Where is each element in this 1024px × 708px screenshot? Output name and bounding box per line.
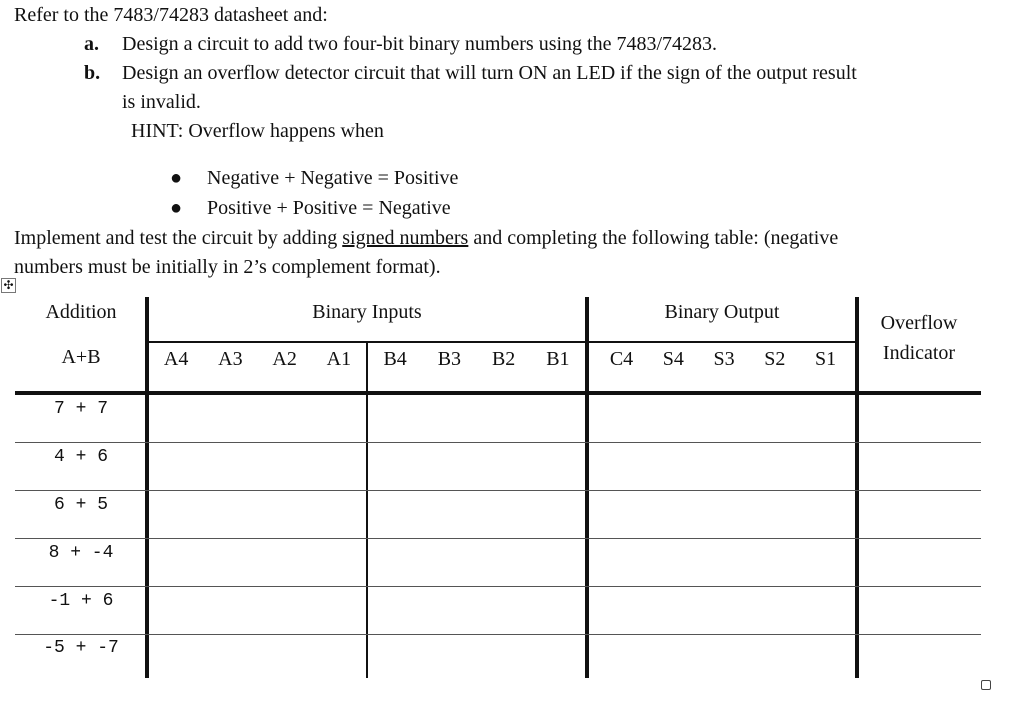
- row-addition: 8 + -4: [48, 543, 114, 563]
- table-move-handle-icon[interactable]: ✣: [1, 278, 16, 293]
- b-bits-header: [368, 348, 585, 371]
- implement-pre: Implement and test the circuit by adding: [14, 227, 343, 249]
- row-addition: -1 + 6: [48, 591, 114, 611]
- item-b-text: Design an overflow detector circuit that will turn ON an LED if the sign of the output result: [122, 62, 857, 84]
- signed-numbers-link: signed numbers: [342, 227, 469, 249]
- bullet-2: Positive + Positive = Negative: [207, 197, 451, 219]
- header-binary-inputs: Binary Inputs: [312, 301, 422, 323]
- col-s4: S4: [662, 348, 684, 370]
- col-a2: A2: [272, 348, 297, 370]
- col-a4: A4: [163, 348, 189, 370]
- divider: [147, 341, 857, 343]
- divider: [585, 297, 589, 678]
- col-c4: C4: [609, 348, 634, 370]
- row-addition: 7 + 7: [53, 399, 108, 419]
- row-divider: [15, 538, 981, 539]
- implement-post: and completing the following table: (negative: [468, 227, 839, 249]
- table-resize-handle-icon[interactable]: [981, 680, 991, 690]
- output-bits-header: [595, 348, 851, 371]
- col-a1: A1: [326, 348, 352, 370]
- intro-text: Refer to the 7483/74283 datasheet and:: [14, 4, 328, 26]
- col-s1: S1: [815, 348, 837, 370]
- bullet-icon: ●: [170, 167, 183, 189]
- header-addition: Addition: [45, 301, 117, 323]
- col-s2: S2: [764, 348, 786, 370]
- header-divider: [15, 391, 981, 395]
- col-b3: B3: [437, 348, 462, 370]
- item-b-text-cont: is invalid.: [122, 91, 201, 113]
- header-binary-output: Binary Output: [664, 301, 780, 323]
- hint-text: HINT: Overflow happens when: [131, 120, 384, 142]
- bullet-icon: ●: [170, 197, 183, 219]
- col-b2: B2: [491, 348, 516, 370]
- col-a3: A3: [218, 348, 243, 370]
- row-divider: [15, 490, 981, 491]
- item-a-text: Design a circuit to add two four-bit binary numbers using the 7483/74283.: [122, 33, 718, 55]
- col-s3: S3: [713, 348, 735, 370]
- row-divider: [15, 586, 981, 587]
- header-indicator: Indicator: [882, 342, 956, 364]
- header-a-plus-b: A+B: [61, 346, 101, 368]
- col-b1: B1: [546, 348, 570, 370]
- row-addition: 4 + 6: [53, 447, 108, 467]
- item-a-marker: a.: [84, 33, 99, 55]
- row-divider: [15, 442, 981, 443]
- implement-text: [14, 227, 838, 250]
- row-addition: 6 + 5: [53, 495, 108, 515]
- header-overflow: Overflow: [880, 312, 958, 334]
- implement-text-2: numbers must be initially in 2’s complement format).: [14, 256, 441, 278]
- row-divider: [15, 634, 981, 635]
- bullet-1: Negative + Negative = Positive: [207, 167, 459, 189]
- item-b-marker: b.: [84, 62, 101, 84]
- col-b4: B4: [383, 348, 407, 370]
- row-addition: -5 + -7: [43, 638, 119, 658]
- a-bits-header: [149, 348, 366, 371]
